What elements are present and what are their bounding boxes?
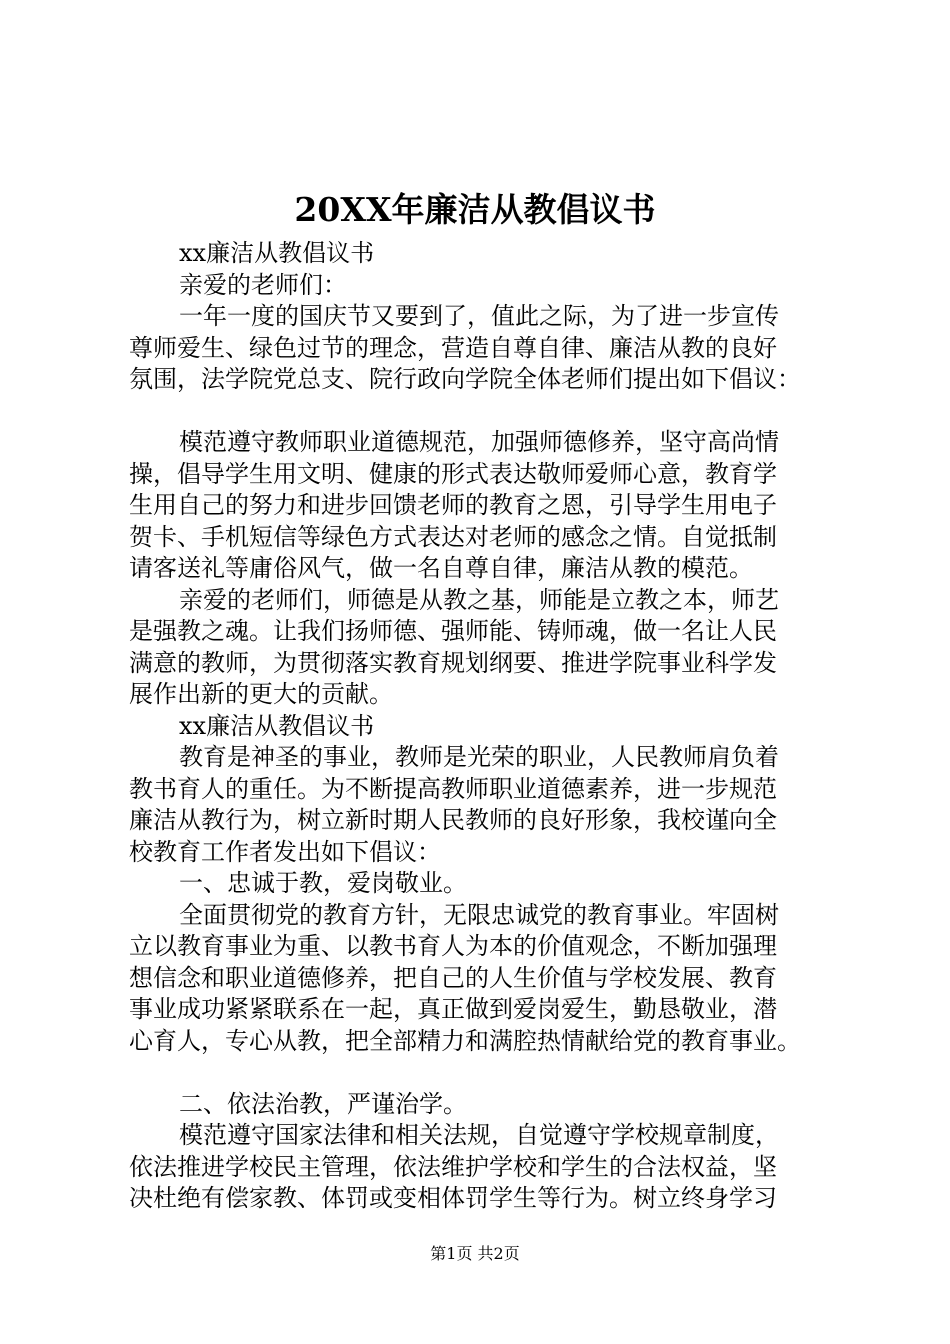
text-line: 一年一度的国庆节又要到了，值此之际，为了进一步宣传 xyxy=(179,302,779,330)
text-line: xx廉洁从教倡议书 xyxy=(179,239,375,267)
text-line: 廉洁从教行为，树立新时期人民教师的良好形象，我校谨向全 xyxy=(129,806,777,834)
text-line: 教书育人的重任。为不断提高教师职业道德素养，进一步规范 xyxy=(129,774,777,803)
text-line: 二、依法治教，严谨治学。 xyxy=(179,1089,467,1118)
text-line: 心育人，专心从教，把全部精力和满腔热情献给党的教育事业。 xyxy=(129,1026,801,1055)
text-line: 全面贯彻党的教育方针，无限忠诚党的教育事业。牢固树 xyxy=(179,900,779,929)
page-footer: 第1页 共2页 xyxy=(430,1244,520,1263)
text-line: 贺卡、手机短信等绿色方式表达对老师的感念之情。自觉抵制 xyxy=(129,522,777,551)
text-line: 事业成功紧紧联系在一起，真正做到爱岗爱生，勤恳敬业，潜 xyxy=(129,995,777,1023)
blank-line xyxy=(129,1057,849,1089)
text-line: 校教育工作者发出如下倡议： xyxy=(129,837,441,866)
text-line: 依法推进学校民主管理，依法维护学校和学生的合法权益，坚 xyxy=(129,1152,777,1181)
text-line: 模范遵守教师职业道德规范，加强师德修养，坚守高尚情 xyxy=(179,428,779,456)
document-title: 20XX年廉洁从教倡议书 xyxy=(294,190,656,229)
text-line: 操，倡导学生用文明、健康的形式表达敬师爱师心意，教育学 xyxy=(129,459,777,488)
text-line: 亲爱的老师们： xyxy=(179,270,347,299)
text-line: 展作出新的更大的贡献。 xyxy=(129,680,393,708)
text-line: 尊师爱生、绿色过节的理念，营造自尊自律、廉洁从教的良好 xyxy=(129,333,777,362)
text-line: 亲爱的老师们，师德是从教之基，师能是立教之本，师艺 xyxy=(179,585,779,614)
text-line: 立以教育事业为重、以教书育人为本的价值观念，不断加强理 xyxy=(129,932,777,960)
text-line: 请客送礼等庸俗风气，做一名自尊自律，廉洁从教的模范。 xyxy=(129,554,753,582)
text-line: 一、忠诚于教，爱岗敬业。 xyxy=(179,869,467,897)
text-line: xx廉洁从教倡议书 xyxy=(179,711,375,740)
text-line: 氛围，法学院党总支、院行政向学院全体老师们提出如下倡议： xyxy=(129,365,801,393)
blank-line xyxy=(129,396,849,428)
document-body xyxy=(129,238,849,1215)
text-line: 决杜绝有偿家教、体罚或变相体罚学生等行为。树立终身学习 xyxy=(129,1184,777,1212)
text-line: 是强教之魂。让我们扬师德、强师能、铸师魂，做一名让人民 xyxy=(129,617,777,645)
text-line: 教育是神圣的事业，教师是光荣的职业，人民教师肩负着 xyxy=(179,743,779,771)
text-line: 模范遵守国家法律和相关法规，自觉遵守学校规章制度， xyxy=(179,1121,779,1149)
text-line: 想信念和职业道德修养，把自己的人生价值与学校发展、教育 xyxy=(129,963,777,992)
text-line: 满意的教师，为贯彻落实教育规划纲要、推进学院事业科学发 xyxy=(129,648,777,677)
text-line: 生用自己的努力和进步回馈老师的教育之恩，引导学生用电子 xyxy=(129,491,777,519)
